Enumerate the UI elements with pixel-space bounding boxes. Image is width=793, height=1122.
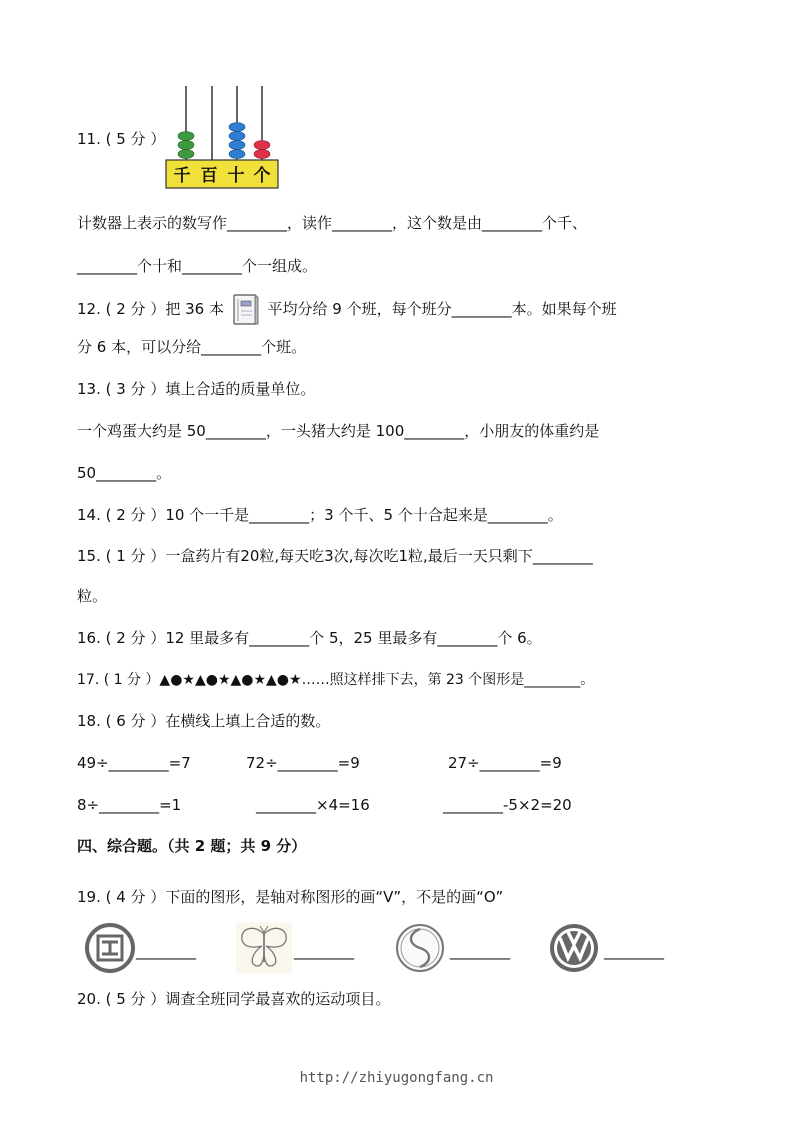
- q18-eq-3: 27÷________=9: [448, 754, 562, 772]
- q11-line2: ________个十和________个一组成。: [77, 257, 318, 275]
- q18-eq-1: 49÷________=7: [77, 754, 191, 772]
- q11-line1: 计数器上表示的数写作________，读作________，这个数是由________个千、: [77, 214, 588, 232]
- q12-line2: 分 6 本，可以分给________个班。: [77, 338, 307, 356]
- abacus-label-thousands: 千: [173, 166, 191, 186]
- abacus-label-hundreds: 百: [200, 166, 218, 186]
- q18-heading: 18. ( 6 分 ）在横线上填上合适的数。: [77, 712, 331, 730]
- abacus-icon: [162, 84, 282, 192]
- q15-line1: 15. ( 1 分 ）一盒药片有20粒,每天吃3次,每次吃1粒,最后一天只剩下________: [77, 547, 593, 565]
- coin-logo-icon: [84, 922, 136, 974]
- q18-eq-4: 8÷________=1: [77, 796, 182, 814]
- notebook-icon: [231, 293, 261, 327]
- q18-eq-5: ________×4=16: [256, 796, 370, 814]
- q18-eq-2: 72÷________=9: [246, 754, 360, 772]
- abacus-label-ones: 个: [253, 166, 271, 186]
- abacus-label-tens: 十: [227, 166, 245, 186]
- q16-line: 16. ( 2 分 ）12 里最多有________个 5，25 里最多有________个 6。: [77, 629, 542, 647]
- q18-eq-6: ________-5×2=20: [443, 796, 572, 814]
- footer-url[interactable]: http://zhiyugongfang.cn: [299, 1070, 494, 1086]
- q15-line2: 粒。: [77, 587, 108, 605]
- q13-line3: 50________。: [77, 464, 172, 482]
- q19-blank-2: ________: [294, 942, 354, 960]
- q19-blank-4: ________: [604, 942, 664, 960]
- q11-heading: 11. ( 5 分 ）: [77, 130, 166, 148]
- q12-part2: 平均分给 9 个班，每个班分________本。如果每个班: [267, 300, 617, 318]
- butterfly-icon: [236, 922, 292, 974]
- q12-part1: 12. ( 2 分 ）把 36 本: [77, 300, 224, 318]
- q20-heading: 20. ( 5 分 ）调查全班同学最喜欢的运动项目。: [77, 990, 391, 1008]
- q13-line2: 一个鸡蛋大约是 50________，一头猪大约是 100________，小朋友的体重约是: [77, 422, 600, 440]
- section-4-title: 四、综合题。（共 2 题；共 9 分）: [77, 837, 307, 855]
- q12-line1: [77, 292, 617, 327]
- q17-line: 17. ( 1 分 ）▲●★▲●★▲●★▲●★……照这样排下去，第 23 个图形是________。: [77, 672, 595, 688]
- yin-yang-icon: [394, 922, 446, 974]
- q19-blank-3: ________: [450, 942, 510, 960]
- vw-logo-icon: [548, 922, 600, 974]
- q19-blank-1: ________: [136, 942, 196, 960]
- q13-heading: 13. ( 3 分 ）填上合适的质量单位。: [77, 380, 316, 398]
- q19-heading: 19. ( 4 分 ）下面的图形，是轴对称图形的画“V”，不是的画“O”: [77, 888, 504, 906]
- q14-line: 14. ( 2 分 ）10 个一千是________；3 个千、5 个十合起来是________。: [77, 506, 563, 524]
